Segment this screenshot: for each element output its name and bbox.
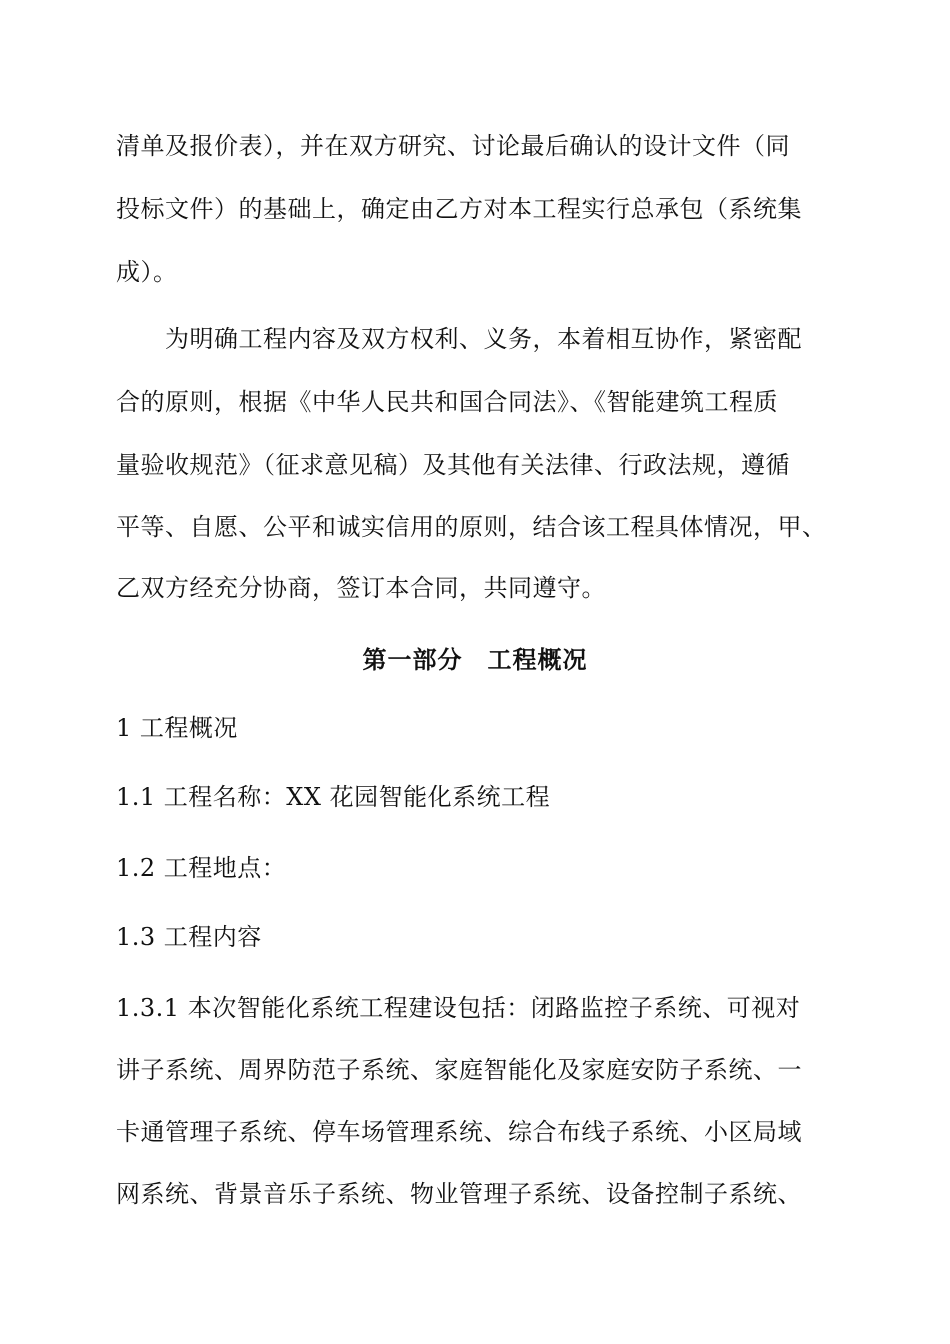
item-1-2: 1.2 工程地点： xyxy=(116,854,287,882)
item-1: 1 工程概况 xyxy=(116,714,238,742)
paragraph-1-line-2: 投标文件）的基础上，确定由乙方对本工程实行总承包（系统集 xyxy=(116,195,802,223)
paragraph-3-line-4: 网系统、背景音乐子系统、物业管理子系统、设备控制子系统、 xyxy=(116,1180,802,1208)
paragraph-1-line-3: 成）。 xyxy=(116,258,178,286)
item-1-1: 1.1 工程名称：XX 花园智能化系统工程 xyxy=(116,783,551,811)
paragraph-2-line-4: 平等、自愿、公平和诚实信用的原则，结合该工程具体情况，甲、 xyxy=(116,513,827,541)
paragraph-2-line-2: 合的原则，根据《中华人民共和国合同法》、《智能建筑工程质 xyxy=(116,388,778,416)
paragraph-1-line-1: 清单及报价表），并在双方研究、讨论最后确认的设计文件（同 xyxy=(116,132,790,160)
paragraph-3-line-3: 卡通管理子系统、停车场管理系统、综合布线子系统、小区局域 xyxy=(116,1118,802,1146)
paragraph-3-line-2: 讲子系统、周界防范子系统、家庭智能化及家庭安防子系统、一 xyxy=(116,1056,802,1084)
paragraph-2-line-3: 量验收规范》（征求意见稿）及其他有关法律、行政法规，遵循 xyxy=(116,451,790,479)
paragraph-3-line-1: 1.3.1 本次智能化系统工程建设包括：闭路监控子系统、可视对 xyxy=(116,994,801,1022)
section-heading: 第一部分 工程概况 xyxy=(362,646,588,674)
paragraph-2-line-1: 为明确工程内容及双方权利、义务，本着相互协作，紧密配 xyxy=(165,325,802,353)
paragraph-2-line-5: 乙双方经充分协商，签订本合同，共同遵守。 xyxy=(116,574,606,602)
item-1-3: 1.3 工程内容 xyxy=(116,923,262,951)
